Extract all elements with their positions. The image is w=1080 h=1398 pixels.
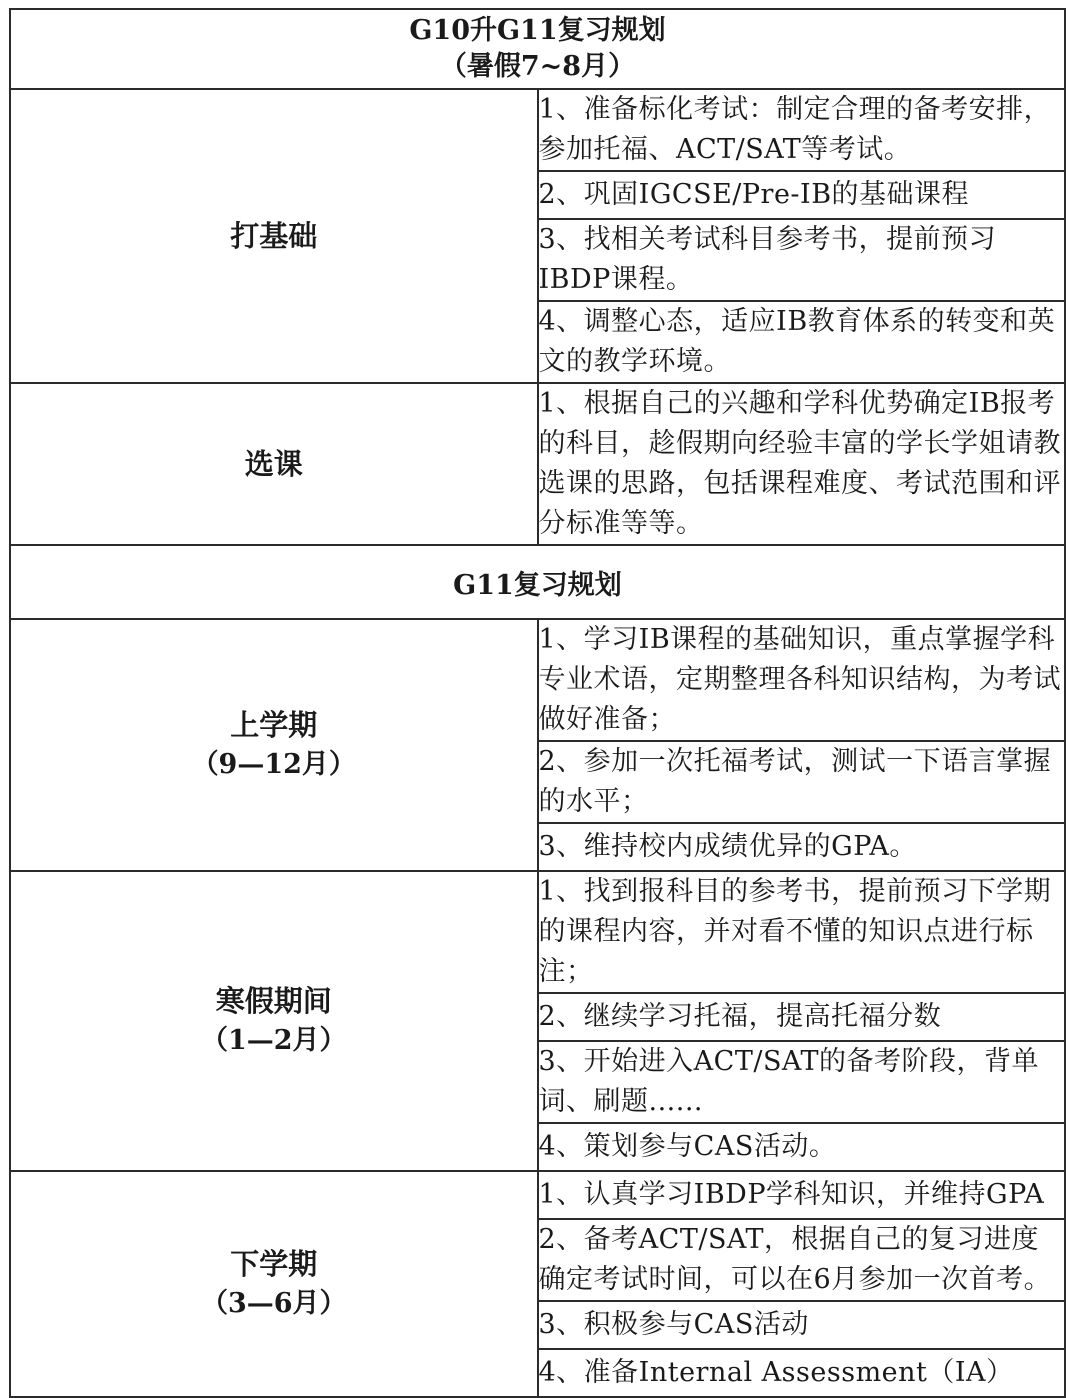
- plan-item: 2、备考ACT/SAT，根据自己的复习进度确定考试时间，可以在6月参加一次首考。: [538, 1219, 1066, 1301]
- plan-item: 2、巩固IGCSE/Pre-IB的基础课程: [538, 171, 1066, 219]
- table-row: [10, 89, 1065, 171]
- category-winter-break: [10, 871, 538, 1171]
- category-period: （9—12月）: [191, 749, 356, 780]
- table-row: [10, 619, 1065, 741]
- plan-item: 1、学习IB课程的基础知识，重点掌握学科专业术语，定期整理各科知识结构，为考试做好准备；: [538, 619, 1066, 741]
- plan-item: 3、开始进入ACT/SAT的备考阶段，背单词、刷题......: [538, 1041, 1066, 1123]
- plan-item: 3、找相关考试科目参考书，提前预习IBDP课程。: [538, 219, 1066, 301]
- plan-item: 1、认真学习IBDP学科知识，并维持GPA: [538, 1171, 1066, 1219]
- table-row: [10, 871, 1065, 993]
- plan-item: 1、找到报科目的参考书，提前预习下学期的课程内容，并对看不懂的知识点进行标注；: [538, 871, 1066, 993]
- table-title: [10, 9, 1065, 89]
- category-label: 上学期: [230, 708, 318, 742]
- section-title: G11复习规划: [10, 545, 1065, 619]
- category-label: 下学期: [230, 1247, 318, 1281]
- plan-subtitle: （暑假7~8月）: [439, 51, 636, 82]
- plan-item: 4、调整心态，适应IB教育体系的转变和英文的教学环境。: [538, 301, 1066, 383]
- category-label: 打基础: [230, 219, 318, 253]
- plan-item: 2、参加一次托福考试，测试一下语言掌握的水平；: [538, 741, 1066, 823]
- plan-item: 3、积极参与CAS活动: [538, 1301, 1066, 1349]
- table-row: [10, 383, 1065, 545]
- category-course-selection: [10, 383, 538, 545]
- title-row: [10, 9, 1065, 89]
- plan-item: 1、准备标化考试：制定合理的备考安排，参加托福、ACT/SAT等考试。: [538, 89, 1066, 171]
- category-period: （1—2月）: [200, 1025, 347, 1056]
- plan-item: 4、策划参与CAS活动。: [538, 1123, 1066, 1171]
- plan-item: 2、继续学习托福，提高托福分数: [538, 993, 1066, 1041]
- plan-title: G10升G11复习规划: [409, 15, 666, 46]
- category-second-semester: [10, 1171, 538, 1397]
- plan-item: 4、准备Internal Assessment（IA）: [538, 1349, 1066, 1397]
- category-foundation: [10, 89, 538, 383]
- table-row: [10, 1171, 1065, 1219]
- plan-item: 1、根据自己的兴趣和学科优势确定IB报考的科目，趁假期向经验丰富的学长学姐请教选课的思路，包括课程难度、考试范围和评分标准等等。: [538, 383, 1066, 545]
- plan-item: 3、维持校内成绩优异的GPA。: [538, 823, 1066, 871]
- category-label: 选课: [244, 447, 303, 481]
- study-plan-table: [9, 8, 1066, 1398]
- category-label: 寒假期间: [215, 984, 332, 1018]
- category-period: （3—6月）: [200, 1288, 347, 1319]
- category-first-semester: [10, 619, 538, 871]
- section-row: [10, 545, 1065, 619]
